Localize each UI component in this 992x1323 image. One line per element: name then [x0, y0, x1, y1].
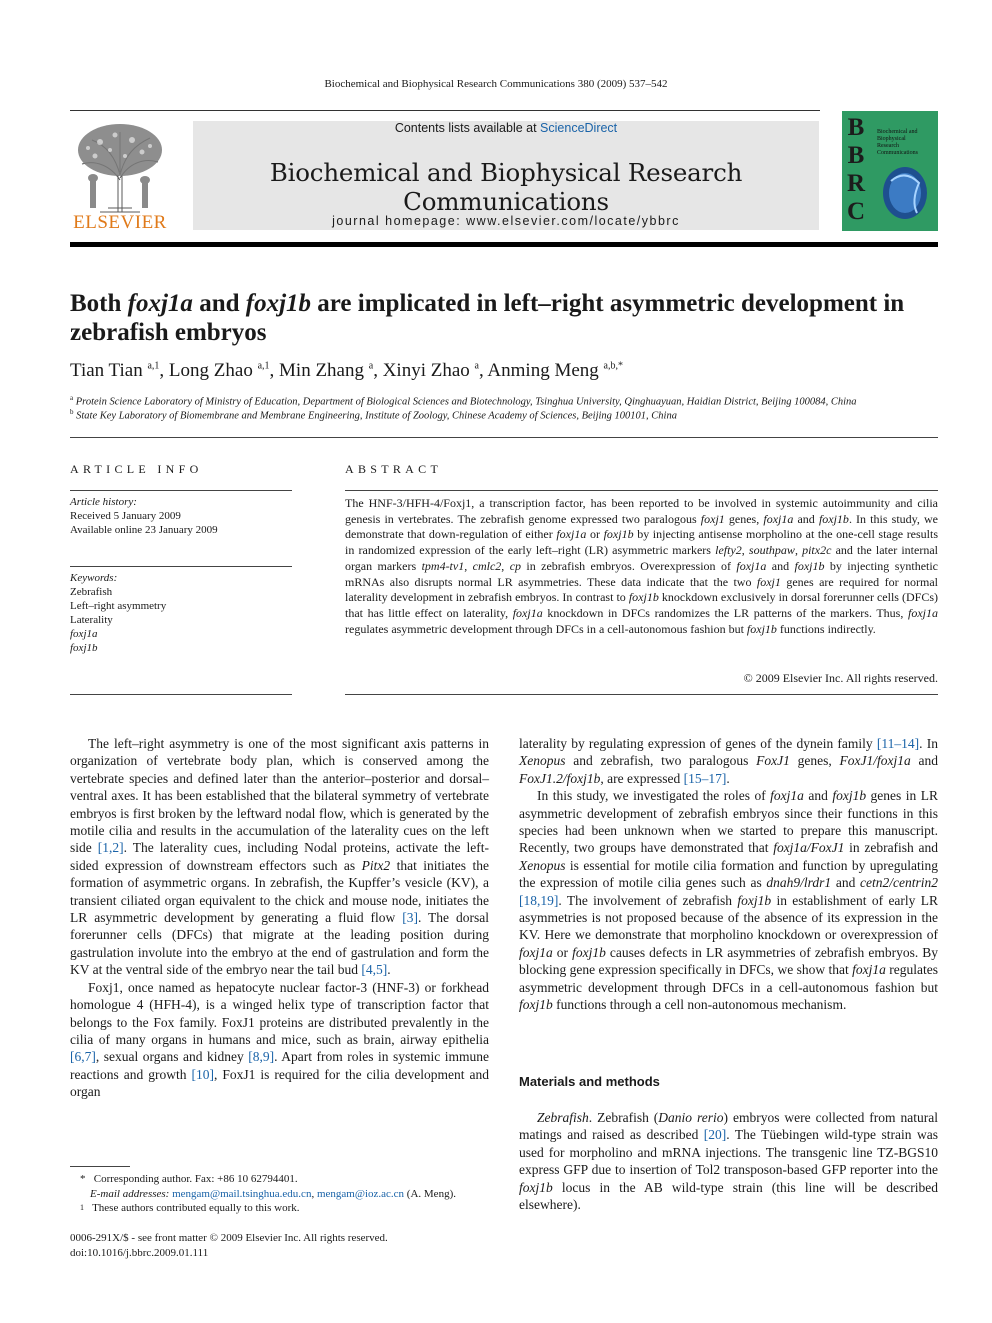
cover-title-line: Biochemical and	[877, 129, 918, 135]
abstract-heading: ABSTRACT	[345, 462, 443, 476]
body-paragraph: Foxj1, once named as hepatocyte nuclear factor-3 (HNF-3) or forkhead homologue 4 (HFH-4), is a winged helix type of transcription factor that belongs to the Fox family. FoxJ1 proteins are distributed prevalently in the cilia of many organs in humans and mice, such as brain, airway epithelia [6,7], sexual organs and kidney [8,9]. Apart from roles in systemic immune reactions and growth [10], FoxJ1 is required for the cilia development and organ	[70, 979, 490, 1100]
affiliation-mark: b	[70, 408, 74, 416]
footnotes	[70, 1172, 500, 1216]
received-date: Received 5 January 2009	[70, 510, 181, 522]
footnote-mark: *	[80, 1173, 86, 1185]
contents-prefix: Contents lists available at	[394, 121, 541, 135]
keyword: Left–right asymmetry	[70, 600, 167, 612]
cover-letter-c: C	[846, 198, 866, 225]
email-link-2[interactable]: mengam@ioz.ac.cn	[316, 1187, 405, 1200]
cover-letter-b2: B	[847, 142, 865, 169]
abstract-rule	[345, 694, 938, 695]
footnote-mark: 1	[80, 1203, 84, 1212]
info-rule	[70, 566, 292, 567]
body-paragraph: The left–right asymmetry is one of the most significant axis patterns in organization of vertebrate body plan, which is conserved among the vertebrate species and defined later than the anterior–posterior and dorsal–ventral axes. It has been established that the bilateral symmetry of vertebrate embryos is first broken by the leftward nodal flow, which is generated by the motile cilia and results in the accumulation of the laterality cues on the left side [1,2]. The laterality cues, including Nodal proteins, activate the left-sided expression of downstream effectors such as Pitx2 that initiates the formation of asymmetric organs. In zebrafish, the Kupffer’s vesicle (KV), a transient ciliated organ equivalent to the chick and mouse node, initiates the LR asymmetric development by generating a fluid flow [3]. The dorsal forerunner cells (DFCs) that migrate at the leading position during gastrulation involute into the embryo at the end of gastrulation and form the KV at the ventral side of the embryo near the tail bud [4,5].	[70, 736, 489, 978]
abstract-copyright: © 2009 Elsevier Inc. All rights reserved.	[743, 671, 938, 685]
keywords-label: Keywords:	[70, 572, 118, 584]
affiliation-mark: a	[70, 394, 74, 402]
body-paragraph: In this study, we investigated the roles of foxj1a and foxj1b genes in LR asymmetric development of zebrafish embryos since their functions in this species had been unknown when we started to prepare this manuscript. Recently, two groups have demonstrated that foxj1a/FoxJ1 in zebrafish and Xenopus is essential for motile cilia formation and function by upregulating the expression of motile cilia genes such as dnah9/lrdr1 and cetn2/centrin2 [18,19]. The involvement of zebrafish foxj1b in establishment of early LR asymmetries is not proposed because of the absence of its expression in the KV. Here we demonstrate that morpholino knockdown or overexpression of foxj1a or foxj1b causes defects in LR asymmetries of zebrafish embryos. By blocking gene expression specifically in DFCs, we show that foxj1a regulates asymmetric development through DFCs in a cell-autonomous fashion but foxj1b functions through a cell non-autonomous mechanism.	[519, 788, 939, 1013]
cover-letter-b1: B	[847, 114, 865, 141]
header-heavy-rule	[70, 242, 938, 247]
cover-title-line: Research	[877, 143, 899, 149]
abstract-text: The HNF-3/HFH-4/Foxj1, a transcription factor, has been reported to be involved in systemic autoimmunity and cilia genesis in vertebrates. The zebrafish genome expressed two paralogous foxj1 genes, foxj1a and foxj1b. In this study, we demonstrate that down-regulation of either foxj1a or foxj1b by injecting antisense morpholino at the one-cell stage results in randomized expression of the early left–right (LR) asymmetric markers lefty2, southpaw, pitx2c and the later internal organ markers tpm4-tv1, cmlc2, cp in zebrafish embryos. Overexpression of foxj1a and foxj1b by injecting synthetic mRNAs also disrupts normal LR asymmetries. These data indicate that the two foxj1 genes are required for normal laterality development in zebrafish embryos. In contrast to foxj1b knockdown exclusively in dorsal forerunner cells (DFCs) that has little effect on laterality, foxj1a knockdown in DFCs randomizes the LR patterns of the markers. Thus, foxj1a regulates asymmetric development through DFCs in a cell-autonomous fashion but foxj1b functions indirectly.	[345, 496, 939, 636]
article-title: Both foxj1a and foxj1b are implicated in left–right asymmetric development in zebrafish embryos	[70, 290, 905, 346]
body-paragraph: Zebrafish. Zebrafish (Danio rerio) embryos were collected from natural matings and raised as described [20]. The Tüebingen wild-type strain was used for morpholino and mRNA injections. The transgenic line TZ-BGS10 express GFP due to insertion of Tol2 transposon-based GFP reporter into the foxj1b locus in the AB wild-type strain (this line will be described elsewhere).	[519, 1110, 938, 1213]
email-suffix: (A. Meng).	[406, 1187, 456, 1200]
journal-title: Biochemical and Biophysical Research Communications	[269, 158, 743, 216]
cover-image	[877, 161, 933, 223]
methods-heading: Materials and methods	[519, 1074, 660, 1089]
email-link-1[interactable]: mengam@mail.tsinghua.edu.cn	[172, 1187, 312, 1200]
footnote-text: Corresponding author. Fax: +86 10 62794401.	[93, 1173, 298, 1185]
journal-homepage[interactable]: journal homepage: www.elsevier.com/locate/ybbrc	[332, 214, 680, 228]
elsevier-wordmark: ELSEVIER	[73, 212, 167, 233]
keyword: Zebrafish	[70, 586, 113, 598]
history-label: Article history:	[70, 496, 137, 508]
footnote-rule	[70, 1166, 130, 1167]
email-label: E-mail addresses:	[90, 1187, 170, 1200]
title-divider	[70, 437, 938, 438]
affiliation-text: State Key Laboratory of Biomembrane and Membrane Engineering, Institute of Zoology, Chinese Academy of Sciences, Beijing 100101, China	[76, 410, 677, 422]
contents-line	[193, 121, 819, 135]
available-date: Available online 23 January 2009	[70, 524, 218, 536]
footnote-equal	[70, 1201, 500, 1216]
cover-letter-r: R	[846, 170, 866, 197]
body-paragraph: laterality by regulating expression of genes of the dynein family [11–14]. In Xenopus and zebrafish, two paralogous FoxJ1 genes, FoxJ1/foxj1a and FoxJ1.2/foxj1b, are expressed [15–17].	[519, 736, 939, 786]
sciencedirect-link[interactable]: ScienceDirect	[540, 121, 618, 135]
article-history	[70, 495, 292, 537]
article-info-heading: ARTICLE INFO	[70, 462, 203, 476]
info-rule	[70, 694, 292, 695]
footer-meta	[70, 1231, 500, 1260]
affiliation-text: Protein Science Laboratory of Ministry of Education, Department of Biological Sciences and Biotechnology, Tsinghua University, Qinghuayuan, Haidian District, Beijing 100084, China	[75, 396, 857, 408]
body-right-column	[519, 735, 938, 1014]
affiliation-a	[70, 394, 938, 408]
header-rule	[70, 110, 820, 111]
journal-cover	[842, 111, 938, 231]
footnote-corresponding	[70, 1172, 500, 1187]
footnote-emails: E-mail addresses: mengam@mail.tsinghua.edu.cn, mengam@ioz.ac.cn (A. Meng).	[90, 1187, 456, 1200]
affiliation-b	[70, 408, 938, 422]
footnote-text: These authors contributed equally to this work.	[92, 1202, 300, 1214]
body-left-column	[70, 735, 489, 1101]
abstract-rule	[345, 490, 938, 491]
info-rule	[70, 490, 292, 491]
author-list: Tian Tian $^{a,1}$, Long Zhao $^{a,1}$, Min Zhang $^a$, Xinyi Zhao $^a$, Anming Meng $^{a,b,*}$	[70, 360, 623, 381]
cover-title	[877, 129, 935, 157]
doi-line[interactable]: doi:10.1016/j.bbrc.2009.01.111	[70, 1246, 209, 1259]
keyword: foxj1b	[70, 642, 98, 654]
keywords-block	[70, 571, 292, 655]
keyword: Laterality	[70, 614, 113, 626]
keyword: foxj1a	[70, 628, 98, 640]
methods-section	[519, 1109, 938, 1213]
journal-citation: Biochemical and Biophysical Research Communications 380 (2009) 537–542	[324, 78, 668, 90]
cover-title-line: Biophysical	[877, 136, 906, 142]
issn-line: 0006-291X/$ - see front matter © 2009 Elsevier Inc. All rights reserved.	[70, 1232, 388, 1244]
cover-title-line: Communications	[877, 150, 918, 156]
